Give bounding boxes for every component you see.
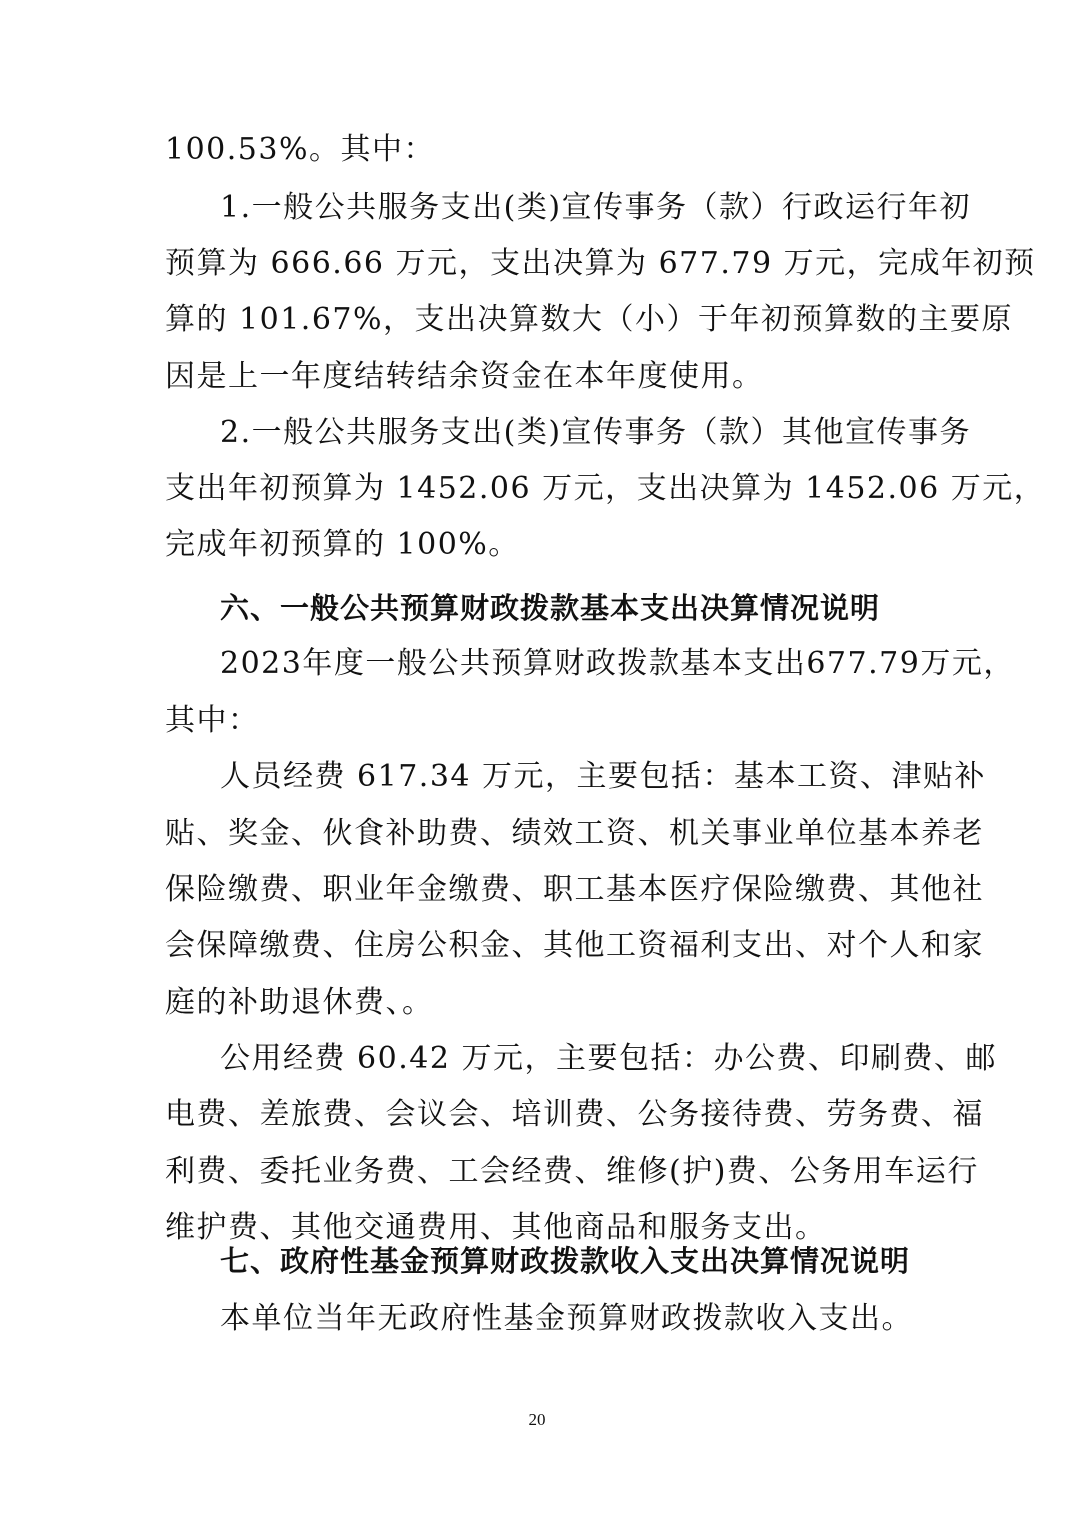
text-line: 算的 101.67%，支出决算数大（小）于年初预算数的主要原: [165, 302, 1014, 337]
text-line: 利费、委托业务费、工会经费、维修(护)费、公务用车运行: [165, 1154, 979, 1189]
section-heading: 七、政府性基金预算财政拨款收入支出决算情况说明: [220, 1244, 911, 1278]
text-line: 预算为 666.66 万元，支出决算为 677.79 万元，完成年初预: [165, 246, 1036, 281]
text-line: 2.一般公共服务支出(类)宣传事务（款）其他宣传事务: [220, 415, 972, 450]
text-line: 完成年初预算的 100%。: [165, 527, 520, 562]
text-line: 人员经费 617.34 万元，主要包括：基本工资、津贴补: [220, 759, 987, 794]
text-line: 电费、差旅费、会议会、培训费、公务接待费、劳务费、福: [165, 1097, 984, 1132]
text-line: 会保障缴费、住房公积金、其他工资福利支出、对个人和家: [165, 928, 984, 963]
text-line: 贴、奖金、伙食补助费、绩效工资、机关事业单位基本养老: [165, 816, 984, 851]
page-number: 20: [528, 1410, 546, 1429]
text-line: 其中：: [165, 703, 260, 738]
text-line: 支出年初预算为 1452.06 万元，支出决算为 1452.06 万元，: [165, 471, 1046, 506]
section-heading: 六、一般公共预算财政拨款基本支出决算情况说明: [220, 591, 881, 625]
text-line: 公用经费 60.42 万元，主要包括：办公费、印刷费、邮: [220, 1041, 997, 1076]
text-line: 维护费、其他交通费用、其他商品和服务支出。: [165, 1210, 827, 1245]
text-line: 1.一般公共服务支出(类)宣传事务（款）行政运行年初: [220, 190, 972, 225]
text-line: 因是上一年度结转结余资金在本年度使用。: [165, 359, 764, 394]
text-line: 100.53%。其中：: [165, 132, 435, 167]
text-line: 庭的补助退休费、。: [165, 985, 434, 1020]
text-line: 2023年度一般公共预算财政拨款基本支出677.79万元，: [220, 646, 1015, 681]
text-line: 本单位当年无政府性基金预算财政拨款收入支出。: [220, 1301, 913, 1336]
text-line: 保险缴费、职业年金缴费、职工基本医疗保险缴费、其他社: [165, 872, 984, 907]
